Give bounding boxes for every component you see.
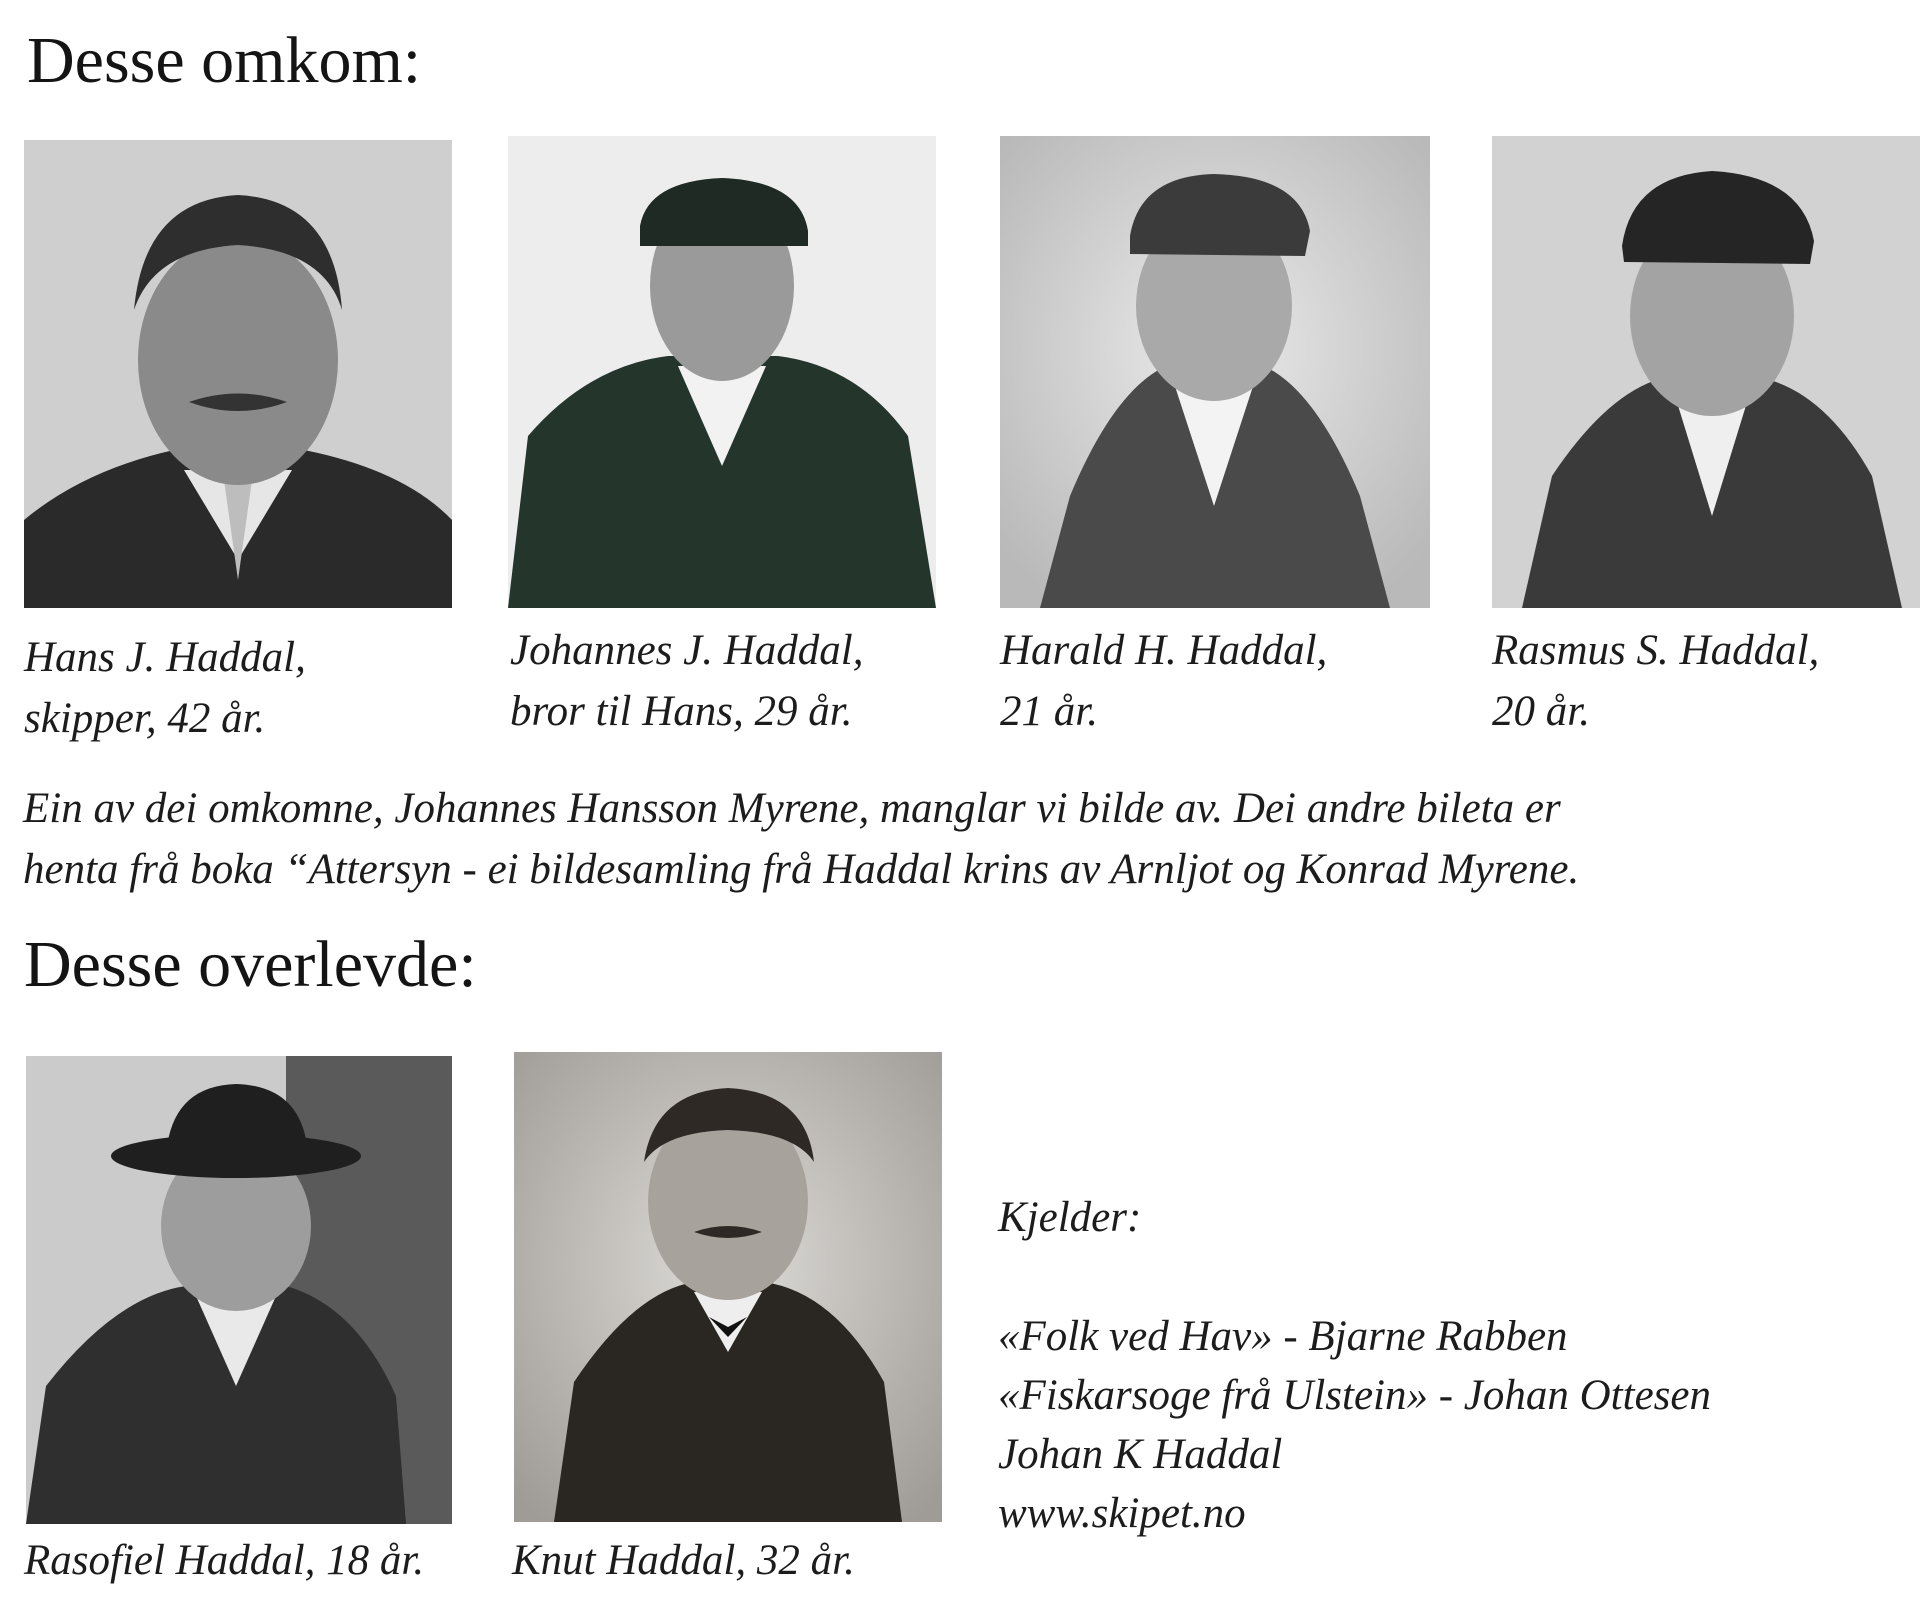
portrait-photo-johannes [508, 136, 936, 608]
caption-detail: bror til Hans, 29 år. [510, 688, 853, 735]
portrait-photo-icon [514, 1052, 942, 1522]
caption-name: Rasofiel Haddal, 18 år. [24, 1537, 425, 1584]
heading-survived: Desse overlevde: [24, 928, 477, 1001]
spacer [998, 1247, 1711, 1307]
caption-name: Hans J. Haddal, [24, 634, 306, 681]
portrait-photo-icon [1492, 136, 1920, 608]
source-item: www.skipet.no [998, 1490, 1246, 1537]
caption-knut [512, 1530, 855, 1591]
portrait-photo-rasofiel [26, 1056, 452, 1524]
caption-johannes [510, 620, 864, 742]
caption-hans [24, 627, 306, 749]
note-line: henta frå boka “Attersyn - ei bildesamling frå Haddal krins av Arnljot og Konrad Myrene. [23, 846, 1580, 893]
caption-detail: 21 år. [1000, 688, 1098, 735]
source-item: «Fiskarsoge frå Ulstein» - Johan Ottesen [998, 1372, 1711, 1419]
portrait-photo-harald [1000, 136, 1430, 608]
portrait-photo-icon [24, 140, 452, 608]
caption-detail: 20 år. [1492, 688, 1590, 735]
caption-name: Rasmus S. Haddal, [1492, 627, 1820, 674]
portrait-photo-icon [1000, 136, 1430, 608]
portrait-photo-rasmus [1492, 136, 1920, 608]
caption-harald [1000, 620, 1327, 742]
portrait-photo-icon [26, 1056, 452, 1524]
caption-rasofiel [24, 1530, 424, 1591]
note-paragraph [23, 778, 1579, 900]
caption-name: Knut Haddal, 32 år. [512, 1537, 855, 1584]
sources-list [998, 1188, 1711, 1543]
caption-rasmus [1492, 620, 1819, 742]
portrait-photo-hans [24, 140, 452, 608]
sources-label: Kjelder: [998, 1194, 1142, 1241]
source-item: «Folk ved Hav» - Bjarne Rabben [998, 1313, 1568, 1360]
caption-name: Harald H. Haddal, [1000, 627, 1328, 674]
caption-name: Johannes J. Haddal, [510, 627, 864, 674]
caption-detail: skipper, 42 år. [24, 695, 266, 742]
heading-died: Desse omkom: [27, 24, 422, 97]
portrait-photo-icon [508, 136, 936, 608]
source-item: Johan K Haddal [998, 1431, 1283, 1478]
portrait-photo-knut [514, 1052, 942, 1522]
note-line: Ein av dei omkomne, Johannes Hansson Myrene, manglar vi bilde av. Dei andre bileta er [23, 785, 1561, 832]
